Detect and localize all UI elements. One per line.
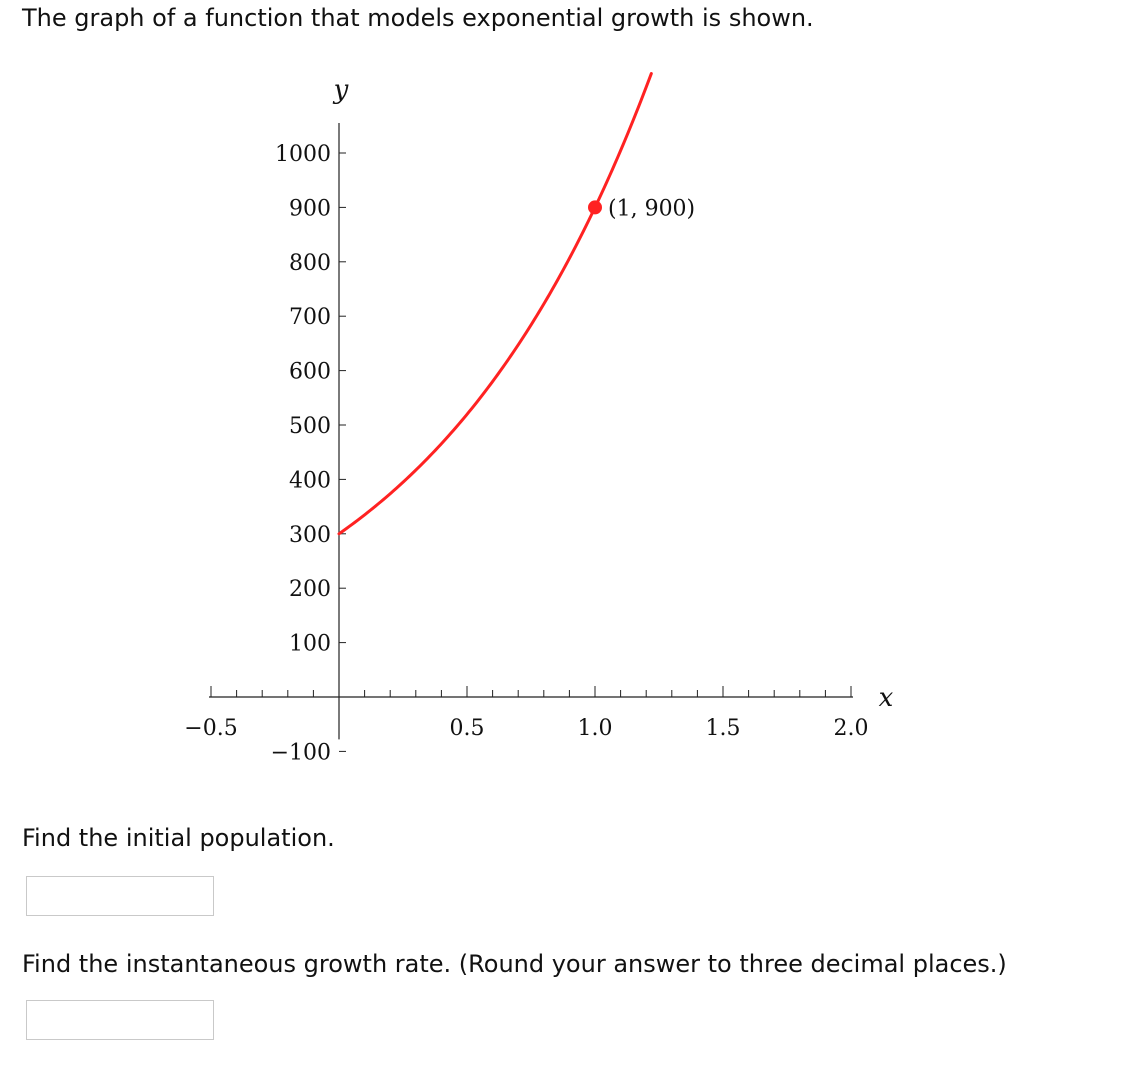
intro-text: The graph of a function that models exponential growth is shown. xyxy=(22,4,814,32)
y-tick-label: 200 xyxy=(289,577,331,603)
y-tick-label: 100 xyxy=(289,631,331,657)
y-tick-label: 600 xyxy=(289,359,331,385)
y-tick-label: 300 xyxy=(289,522,331,548)
x-axis-label: x xyxy=(878,683,894,713)
y-axis-label: y xyxy=(333,75,349,105)
initial-population-input[interactable] xyxy=(26,876,214,916)
point-label: (1, 900) xyxy=(608,196,696,222)
x-tick-label: 2.0 xyxy=(833,716,869,741)
x-tick-label: 1.0 xyxy=(577,716,613,741)
growth-curve xyxy=(339,74,651,534)
y-tick-label: 900 xyxy=(289,196,331,222)
y-tick-label: 500 xyxy=(289,414,331,439)
y-tick-label: 1000 xyxy=(275,142,331,167)
question-growth-rate: Find the instantaneous growth rate. (Round your answer to three decimal places.) xyxy=(22,950,1007,978)
y-tick-label: −100 xyxy=(270,740,331,766)
point-marker xyxy=(588,200,602,214)
x-tick-label: 0.5 xyxy=(449,716,485,741)
y-tick-label: 400 xyxy=(289,468,331,494)
question-initial-population: Find the initial population. xyxy=(22,824,335,852)
x-tick-label: 1.5 xyxy=(705,716,741,741)
y-tick-label: 800 xyxy=(289,250,331,276)
x-tick-label: −0.5 xyxy=(184,716,238,741)
y-tick-label: 700 xyxy=(289,305,331,331)
growth-rate-input[interactable] xyxy=(26,1000,214,1040)
